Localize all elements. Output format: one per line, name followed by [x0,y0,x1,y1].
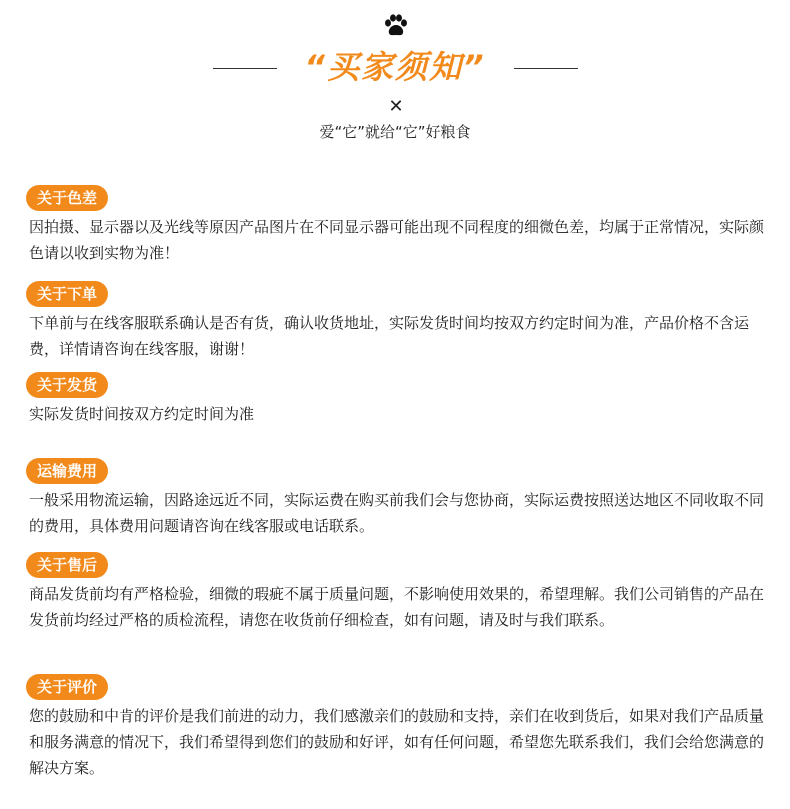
section-badge: 关于评价 [26,674,108,700]
section-text: 一般采用物流运输，因路途远近不同，实际运费在购买前我们会与您协商，实际运费按照送达地区不同收取不同的费用，具体费用问题请咨询在线客服或电话联系。 [29,491,765,535]
section-text: 商品发货前均有严格检验，细微的瑕疵不属于质量问题，不影响使用效果的，希望理解。我们公司销售的产品在发货前均经过严格的质检流程，请您在收货前仔细检查，如有问题，请及时与我们联系。 [29,585,765,629]
page-title: “买家须知” [304,48,486,86]
title-divider-right [514,68,578,69]
cross-icon: ✕ [388,96,404,117]
section-badge: 关于下单 [26,281,108,307]
section-text: 因拍摄、显示器以及光线等原因产品图片在不同显示器可能出现不同程度的细微色差，均属于正常情况，实际颜色请以收到实物为准！ [29,218,765,262]
page-subtitle: 爱“它”就给“它”好粮食 [319,123,471,141]
section-text: 您的鼓励和中肯的评价是我们前进的动力，我们感激亲们的鼓励和支持，亲们在收到货后，如果对我们产品质量和服务满意的情况下，我们希望得到您们的鼓励和好评，如有任何问题，希望您先联系我们，我们会给您满意的解决方案。 [29,707,765,777]
section-color-difference [26,185,776,266]
section-shipping [26,372,776,427]
section-freight [26,458,776,539]
section-badge: 关于发货 [26,372,108,398]
section-badge: 关于色差 [26,185,108,211]
section-badge: 关于售后 [26,552,108,578]
section-reviews [26,674,776,781]
paw-icon [383,14,409,38]
section-after-sales [26,552,776,633]
title-divider-left [213,68,277,69]
section-text: 实际发货时间按双方约定时间为准 [29,405,255,423]
section-ordering [26,281,776,362]
section-badge: 运输费用 [26,458,108,484]
section-text: 下单前与在线客服联系确认是否有货，确认收货地址，实际发货时间均按双方约定时间为准，产品价格不含运费，详情请咨询在线客服，谢谢！ [29,314,750,358]
